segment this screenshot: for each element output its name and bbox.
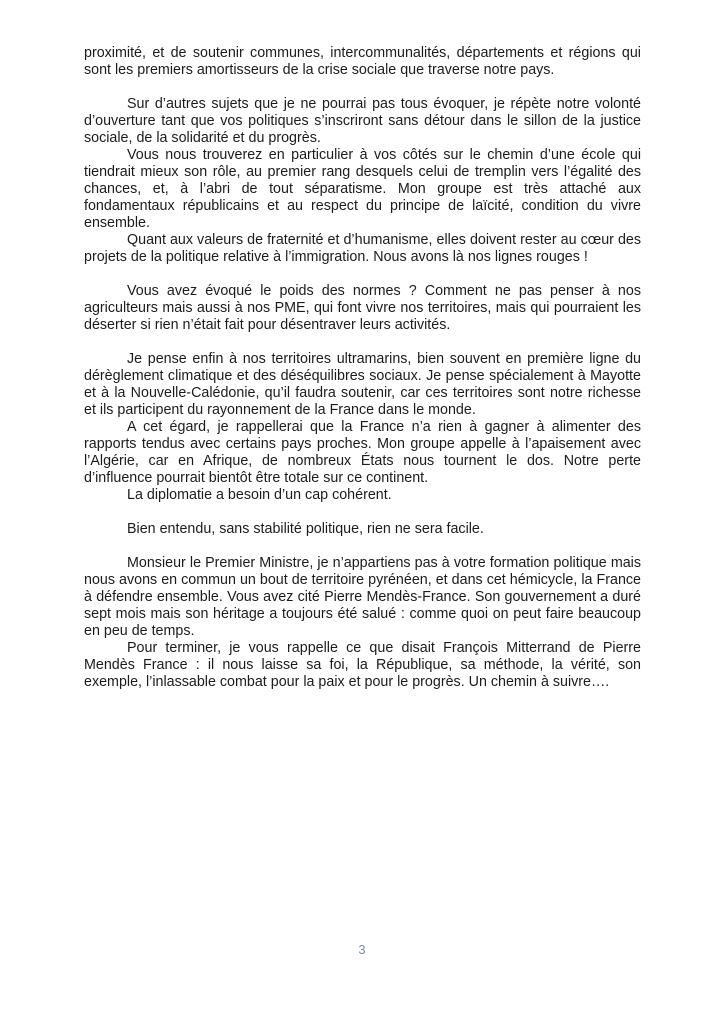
- paragraph-continuation: proximité, et de soutenir communes, intercommunalités, départements et régions qui sont les premiers amortisseurs de la crise sociale que traverse notre pays.: [84, 45, 641, 78]
- paragraph-diplomatie-afrique: A cet égard, je rappellerai que la France n’a rien à gagner à alimenter des rapports tendus avec certains pays proches. Mon groupe appelle à l’apaisement avec l’Algérie, car en Afrique, de nombreux États nous tournent le dos. Notre perte d’influence pourrait bientôt être totale sur ce continent.: [84, 419, 641, 486]
- paragraph-conclusion: Pour terminer, je vous rappelle ce que disait François Mitterrand de Pierre Mendès France : il nous laisse sa foi, la République, sa méthode, la vérité, son exemple, l’inlassable combat pour la paix et pour le progrès. Un chemin à suivre….: [84, 640, 641, 690]
- paragraph-premier-ministre: Monsieur le Premier Ministre, je n’appartiens pas à votre formation politique mais nous avons en commun un bout de territoire pyrénéen, et dans cet hémicycle, la France à défendre ensemble. Vous avez cité Pierre Mendès-France. Son gouvernement a duré sept mois mais son héritage a toujours été salué : comme quoi on peut faire beaucoup en peu de temps.: [84, 555, 641, 639]
- paragraph-autres-sujets: Sur d’autres sujets que je ne pourrai pas tous évoquer, je répète notre volonté d’ouverture tant que vos politiques s’inscriront sans détour dans le sillon de la justice sociale, de la solidarité et du progrès.: [84, 96, 641, 146]
- paragraph-fraternite: Quant aux valeurs de fraternité et d’humanisme, elles doivent rester au cœur des projets de la politique relative à l’immigration. Nous avons là nos lignes rouges !: [84, 232, 641, 265]
- page-footer: [0, 941, 724, 959]
- paragraph-cap-coherent: La diplomatie a besoin d’un cap cohérent.: [127, 487, 392, 503]
- paragraph-normes: Vous avez évoqué le poids des normes ? Comment ne pas penser à nos agriculteurs mais aussi à nos PME, qui font vivre nos territoires, mais qui pourraient les déserter si rien n’était fait pour désentraver leurs activités.: [84, 283, 641, 333]
- paragraph-stabilite: Bien entendu, sans stabilité politique, rien ne sera facile.: [127, 521, 484, 537]
- paragraph-ecole: Vous nous trouverez en particulier à vos côtés sur le chemin d’une école qui tiendrait mieux son rôle, au premier rang desquels celui de tremplin vers l’égalité des chances, et, à l’abri de tout séparatisme. Mon groupe est très attaché aux fondamentaux républicains et au respect du principe de laïcité, condition du vivre ensemble.: [84, 147, 641, 231]
- document-body: [84, 45, 641, 691]
- page-number: 3: [358, 942, 366, 957]
- paragraph-ultramarins: Je pense enfin à nos territoires ultramarins, bien souvent en première ligne du dérèglement climatique et des déséquilibres sociaux. Je pense spécialement à Mayotte et à la Nouvelle-Calédonie, qu’il faudra soutenir, car ces territoires sont notre richesse et ils participent du rayonnement de la France dans le monde.: [84, 351, 641, 418]
